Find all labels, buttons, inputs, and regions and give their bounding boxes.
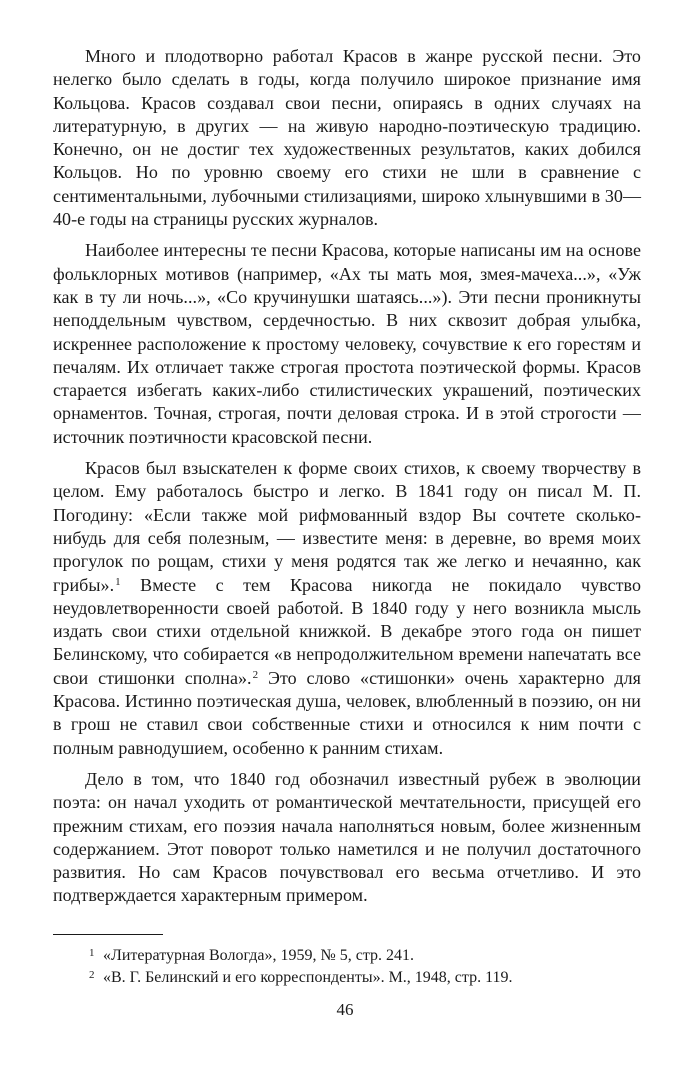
footnote-1 (53, 945, 641, 967)
footnote-1-number: 1 (89, 947, 95, 959)
paragraph-3-part-c: Это слово «стишонки» очень характерно для Красова. Истинно поэтическая душа, человек, влюбленный в поэзию, он ни в грош не ставил свои собственные стихи и относился к ним почти с полным равнодушием, особенно к ранним стихам. (53, 667, 641, 758)
footnote-2-number: 2 (89, 969, 95, 981)
paragraph-1: Много и плодотворно работал Красов в жанре русской песни. Это нелегко было сделать в годы, когда получило широкое признание имя Кольцова. Красов создавал свои песни, опираясь в одних случаях на литературную, в других — на живую народно-поэтическую традицию. Конечно, он не достиг тех художественных результатов, каких добился Кольцов. Но по уровню своему его стихи не шли в сравнение с сентиментальными, лубочными стилизациями, широко хлынувшими в 30—40-е годы на страницы русских журналов. (53, 46, 641, 230)
footnote-2-text: «В. Г. Белинский и его корреспонденты». М., 1948, стр. 119. (103, 969, 513, 986)
main-text (53, 45, 641, 908)
footnote-divider (53, 934, 163, 935)
footnote-1-text: «Литературная Вологда», 1959, № 5, стр. 241. (103, 947, 415, 964)
paragraph-3-part-b: Вместе с тем Красова никогда не покидало чувство неудовлетворенности своей работой. В 1840 году у него возникла мысль издать свои стихи отдельной книжкой. В декабре этого года он пишет Белинскому, что собирается «в непродолжительном времени напечатать все свои стишонки сполна». (53, 574, 641, 688)
footnote-ref-2: 2 (252, 668, 259, 681)
footnote-ref-1: 1 (115, 575, 121, 588)
page-number: 46 (336, 1000, 354, 1019)
paragraph-3 (53, 457, 641, 760)
paragraph-2: Наиболее интересны те песни Красова, которые написаны им на основе фольклорных мотивов (например, «Ах ты мать моя, змея-мачеха...», «Уж как в ту ли ночь...», «Со кручинушки шатаясь...»). Эти песни проникнуты неподдельным чувством, сердечностью. В них сквозит добрая улыбка, искреннее расположение к простому человеку, сочувствие к его горестям и печалям. Их отличает также строгая простота поэтической формы. Красов старается избегать каких-либо стилистических украшений, поэтических орнаментов. Точная, строгая, почти деловая строка. И в этой строгости — источник поэтичности красовской песни. (53, 240, 641, 447)
footnotes (53, 945, 641, 989)
paragraph-3-part-a: Красов был взыскателен к форме своих стихов, к своему творчеству в целом. Ему работалось быстро и легко. В 1841 году он писал М. П. Погодину: «Если также мой рифмованный вздор Вы сочтете сколько-нибудь для себя полезным, — известите меня: в деревне, во время моих прогулок по рощам, стихи у меня родятся так же легко и нечаянно, как грибы». (53, 458, 641, 595)
footnote-2 (53, 967, 641, 989)
paragraph-4: Дело в том, что 1840 год обозначил известный рубеж в эволюции поэта: он начал уходить от романтической мечтательности, присущей его прежним стихам, его поэзия начала наполняться новым, более жизненным содержанием. Этот поворот только наметился и не получил достаточного развития. Но сам Красов почувствовал его весьма отчетливо. И это подтверждается характерным примером. (53, 768, 641, 906)
